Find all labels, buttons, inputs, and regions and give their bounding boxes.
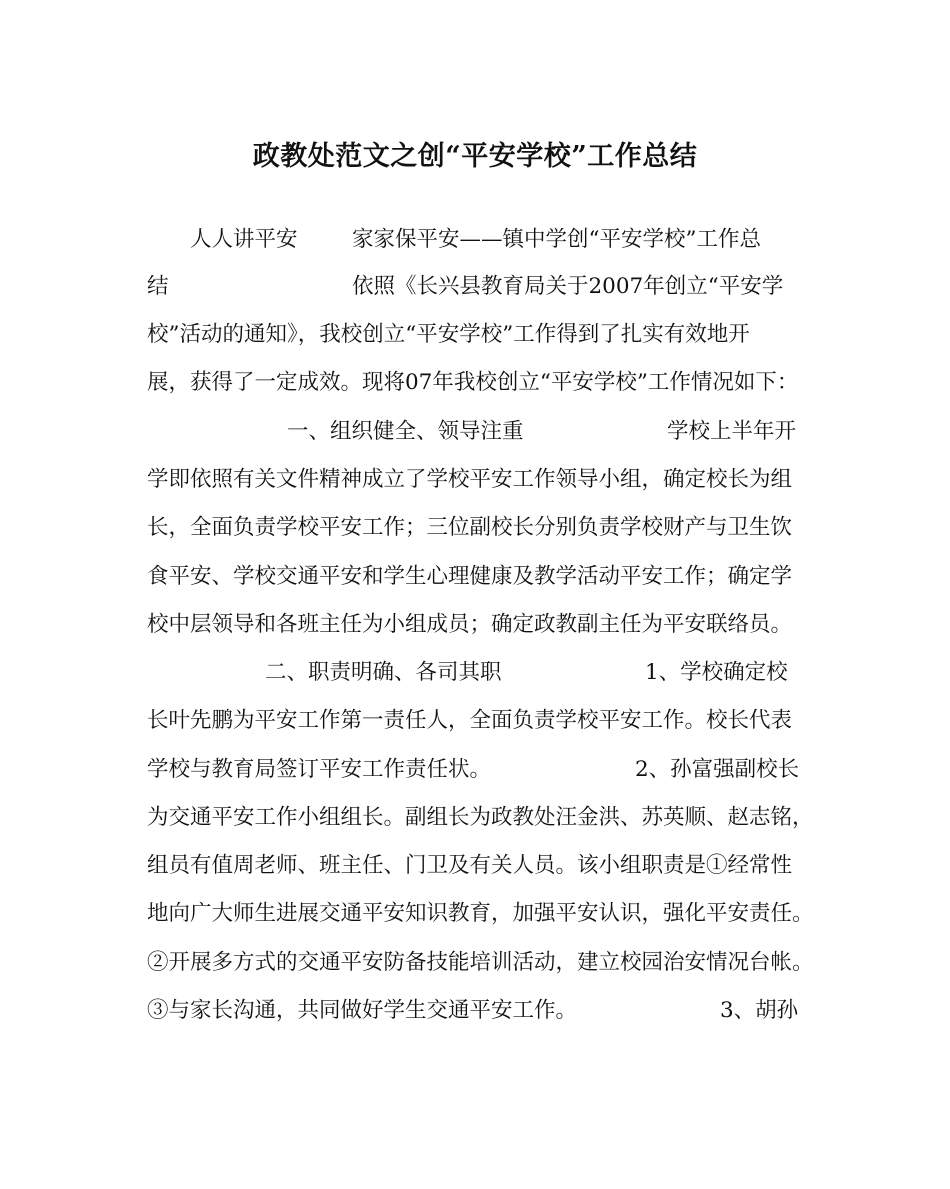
text-line: 2、孙富强副校长 xyxy=(635,757,800,782)
text-line: 人人讲平安 xyxy=(190,227,298,252)
text-line: 1、学校确定校 xyxy=(645,660,788,685)
text-line: 展，获得了一定成效。现将07年我校创立“平安学校”工作情况如下： xyxy=(147,370,799,395)
text-line: 组员有值周老师、班主任、门卫及有关人员。该小组职责是①经常性 xyxy=(147,853,793,878)
text-line: 学校与教育局签订平安工作责任状。 xyxy=(147,757,492,782)
section-heading: 二、职责明确、各司其职 xyxy=(265,660,502,685)
text-line: 为交通平安工作小组组长。副组长为政教处汪金洪、苏英顺、赵志铭， xyxy=(147,805,814,830)
text-line: 家家保平安——镇中学创“平安学校”工作总 xyxy=(352,227,761,252)
text-line: 食平安、学校交通平安和学生心理健康及教学活动平安工作；确定学 xyxy=(147,564,793,589)
text-line: 结 xyxy=(147,274,169,299)
text-line: 学校上半年开 xyxy=(667,419,797,444)
text-line: ③与家长沟通，共同做好学生交通平安工作。 xyxy=(147,998,578,1023)
document-title: 政教处范文之创“平安学校”工作总结 xyxy=(252,141,698,172)
text-line: 校”活动的通知》，我校创立“平安学校”工作得到了扎实有效地开 xyxy=(147,322,750,347)
text-line: 校中层领导和各班主任为小组成员；确定政教副主任为平安联络员。 xyxy=(147,612,793,637)
section-heading: 一、组织健全、领导注重 xyxy=(287,419,524,444)
text-line: 地向广大师生进展交通平安知识教育，加强平安认识，强化平安责任。 xyxy=(147,901,814,926)
text-line: 学即依照有关文件精神成立了学校平安工作领导小组，确定校长为组 xyxy=(147,467,793,492)
text-line: 依照《长兴县教育局关于2007年创立“平安学 xyxy=(352,274,784,299)
text-line: 3、胡孙 xyxy=(720,998,799,1023)
text-line: ②开展多方式的交通平安防备技能培训活动，建立校园治安情况台帐。 xyxy=(147,950,814,975)
text-line: 长，全面负责学校平安工作；三位副校长分别负责学校财产与卫生饮 xyxy=(147,515,793,540)
text-line: 长叶先鹏为平安工作第一责任人，全面负责学校平安工作。校长代表 xyxy=(147,708,793,733)
